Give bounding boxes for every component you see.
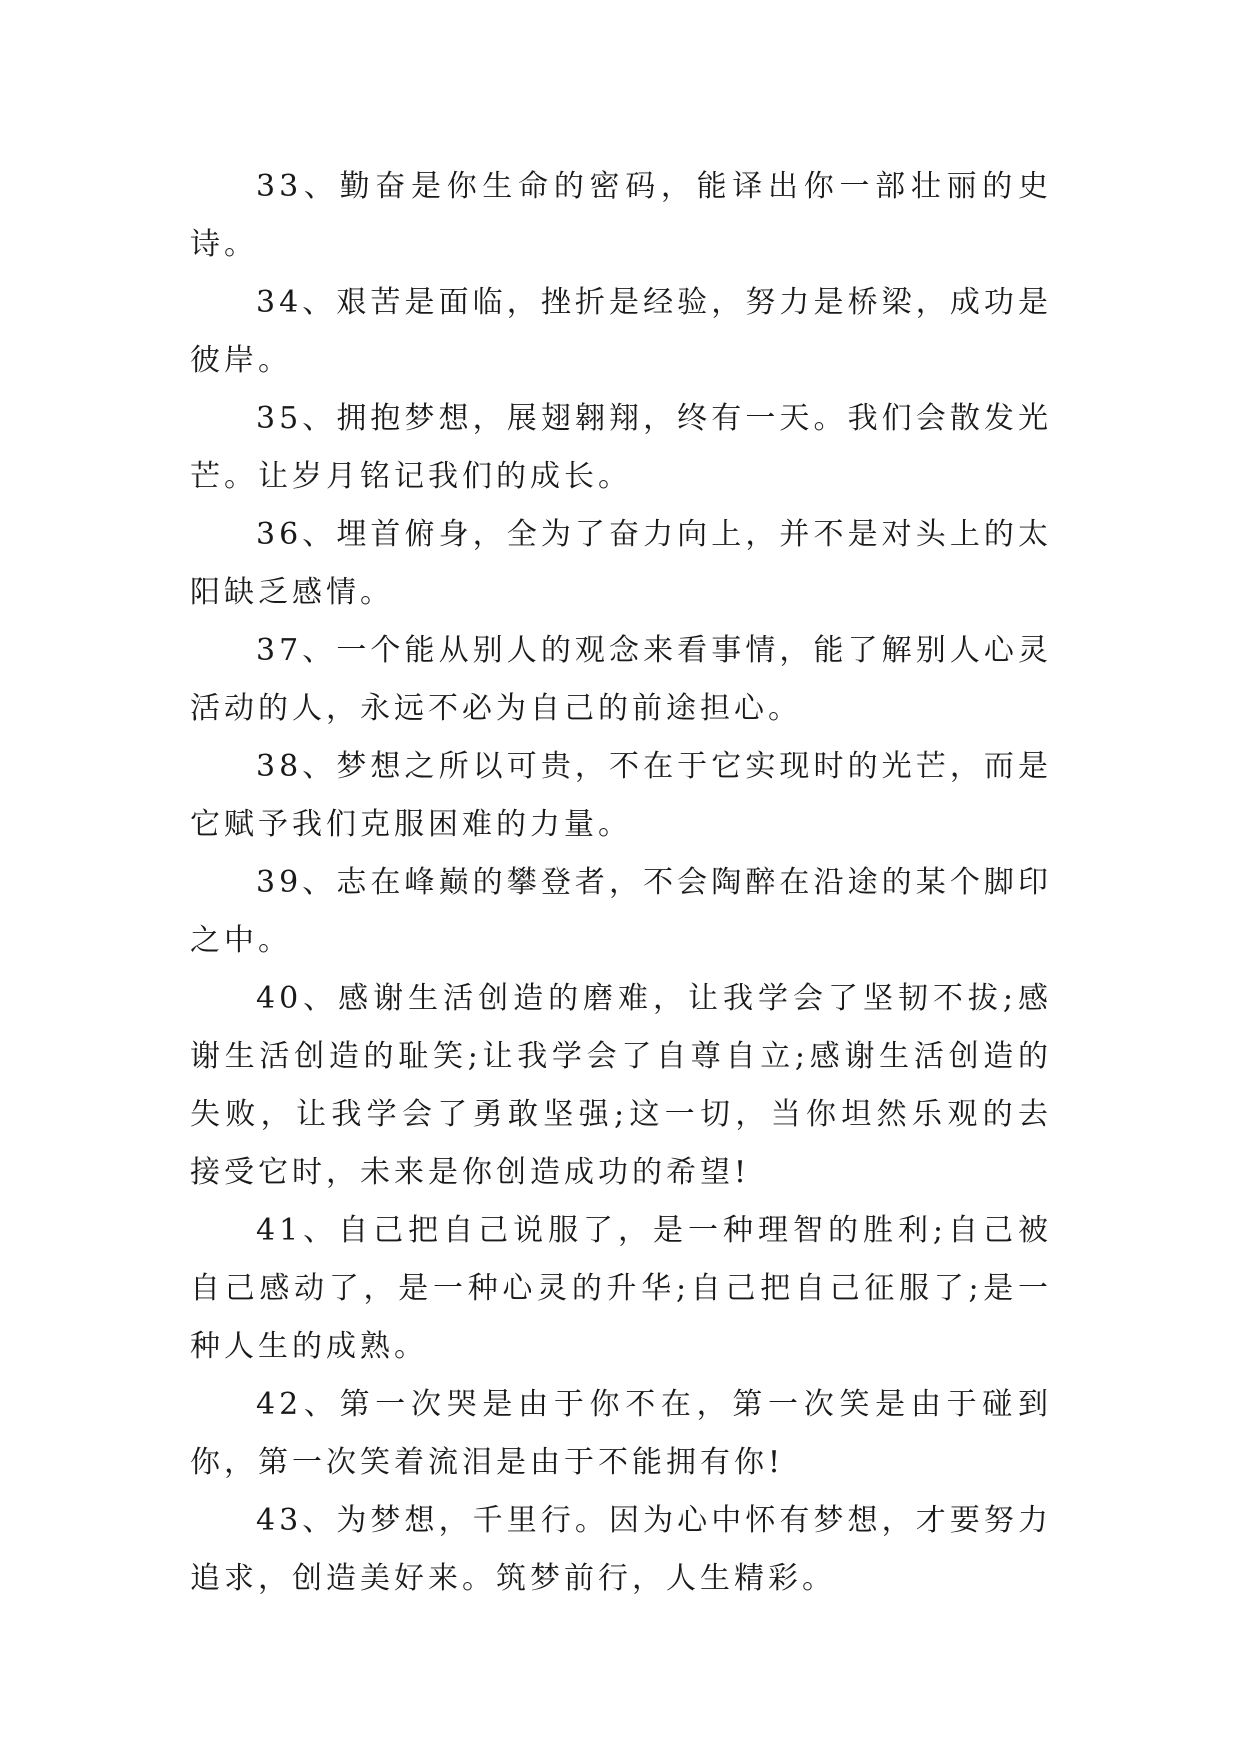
paragraph-38: 38、梦想之所以可贵，不在于它实现时的光芒，而是它赋予我们克服困难的力量。 (190, 749, 1052, 842)
paragraph-40: 40、感谢生活创造的磨难，让我学会了坚韧不拔;感谢生活创造的耻笑;让我学会了自尊自立;感谢生活创造的失败，让我学会了勇敢坚强;这一切，当你坦然乐观的去接受它时，未来是你创造成功的希望! (190, 981, 1052, 1190)
paragraph-33: 33、勤奋是你生命的密码，能译出你一部壮丽的史诗。 (190, 169, 1052, 262)
paragraph-35: 35、拥抱梦想，展翅翱翔，终有一天。我们会散发光芒。让岁月铭记我们的成长。 (190, 401, 1052, 494)
document-body (190, 158, 1052, 1608)
paragraph-41: 41、自己把自己说服了，是一种理智的胜利;自己被自己感动了，是一种心灵的升华;自己把自己征服了;是一种人生的成熟。 (190, 1213, 1052, 1364)
paragraph-43: 43、为梦想，千里行。因为心中怀有梦想，才要努力追求，创造美好来。筑梦前行，人生精彩。 (190, 1503, 1052, 1596)
paragraph-34: 34、艰苦是面临，挫折是经验，努力是桥梁，成功是彼岸。 (190, 285, 1052, 378)
paragraph-39: 39、志在峰巅的攀登者，不会陶醉在沿途的某个脚印之中。 (190, 865, 1052, 958)
paragraph-37: 37、一个能从别人的观念来看事情，能了解别人心灵活动的人，永远不必为自己的前途担心。 (190, 633, 1052, 726)
paragraph-36: 36、埋首俯身，全为了奋力向上，并不是对头上的太阳缺乏感情。 (190, 517, 1052, 610)
paragraph-42: 42、第一次哭是由于你不在，第一次笑是由于碰到你，第一次笑着流泪是由于不能拥有你! (190, 1387, 1052, 1480)
